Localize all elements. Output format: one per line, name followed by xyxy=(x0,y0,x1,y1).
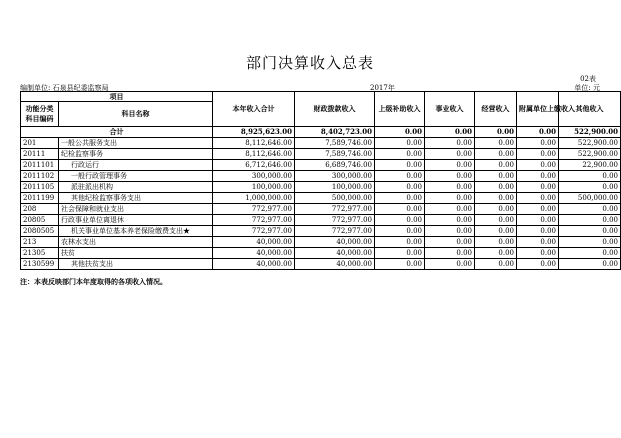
row-cell: 0.00 xyxy=(375,204,425,215)
page-title: 部门决算收入总表 xyxy=(245,54,374,72)
row-cell: 100,000.00 xyxy=(213,182,295,193)
total-label: 合计 xyxy=(21,127,213,138)
table-row xyxy=(21,248,621,259)
row-cell: 0.00 xyxy=(475,193,517,204)
row-cell: 772,977.00 xyxy=(213,215,295,226)
row-name: 社会保障和就业支出 xyxy=(59,204,213,215)
row-cell: 0.00 xyxy=(559,259,621,270)
header-col: 上级补助收入 xyxy=(375,92,425,127)
row-cell: 0.00 xyxy=(559,204,621,215)
total-row xyxy=(21,127,621,138)
row-cell: 500,000.00 xyxy=(295,193,375,204)
row-code: 2011101 xyxy=(21,160,59,171)
row-name: 行政事业单位离退休 xyxy=(59,215,213,226)
row-cell: 522,900.00 xyxy=(559,138,621,149)
row-name: 其他扶贫支出 xyxy=(59,259,213,270)
table-row xyxy=(21,204,621,215)
row-cell: 0.00 xyxy=(559,248,621,259)
row-code: 21305 xyxy=(21,248,59,259)
row-cell: 0.00 xyxy=(425,248,475,259)
row-code: 213 xyxy=(21,237,59,248)
row-cell: 0.00 xyxy=(517,193,559,204)
row-cell: 500,000.00 xyxy=(559,193,621,204)
table-row xyxy=(21,160,621,171)
org-label: 编制单位: 石泉县纪委监察局 xyxy=(20,84,109,92)
row-cell: 0.00 xyxy=(425,160,475,171)
row-cell: 22,900.00 xyxy=(559,160,621,171)
row-cell: 0.00 xyxy=(425,226,475,237)
row-name: 行政运行 xyxy=(59,160,213,171)
row-cell: 0.00 xyxy=(425,204,475,215)
row-cell: 1,000,000.00 xyxy=(213,193,295,204)
row-cell: 0.00 xyxy=(517,149,559,160)
row-cell: 0.00 xyxy=(375,193,425,204)
row-cell: 40,000.00 xyxy=(295,237,375,248)
row-cell: 40,000.00 xyxy=(213,237,295,248)
row-cell: 40,000.00 xyxy=(295,248,375,259)
row-cell: 300,000.00 xyxy=(295,171,375,182)
row-cell: 0.00 xyxy=(425,259,475,270)
row-cell: 0.00 xyxy=(517,204,559,215)
row-cell: 0.00 xyxy=(517,138,559,149)
row-cell: 40,000.00 xyxy=(295,259,375,270)
row-name: 扶贫 xyxy=(59,248,213,259)
unit-label: 单位: 元 xyxy=(574,84,600,92)
row-cell: 772,977.00 xyxy=(295,226,375,237)
row-cell: 40,000.00 xyxy=(213,259,295,270)
row-cell: 0.00 xyxy=(425,171,475,182)
table-row xyxy=(21,171,621,182)
row-cell: 0.00 xyxy=(375,138,425,149)
row-name: 派驻派出机构 xyxy=(59,182,213,193)
header-col: 本年收入合计 xyxy=(213,92,295,127)
table-row xyxy=(21,237,621,248)
row-cell: 0.00 xyxy=(517,248,559,259)
row-cell: 0.00 xyxy=(559,215,621,226)
row-cell: 772,977.00 xyxy=(295,204,375,215)
row-cell: 0.00 xyxy=(559,171,621,182)
total-cell: 0.00 xyxy=(425,127,475,138)
row-cell: 100,000.00 xyxy=(295,182,375,193)
row-name: 一般公共服务支出 xyxy=(59,138,213,149)
row-cell: 7,589,746.00 xyxy=(295,149,375,160)
table-row xyxy=(21,259,621,270)
table-row xyxy=(21,149,621,160)
row-cell: 0.00 xyxy=(425,138,475,149)
row-cell: 0.00 xyxy=(475,248,517,259)
row-cell: 0.00 xyxy=(425,215,475,226)
row-cell: 0.00 xyxy=(517,171,559,182)
row-cell: 0.00 xyxy=(375,259,425,270)
table-row xyxy=(21,182,621,193)
row-cell: 772,977.00 xyxy=(213,226,295,237)
row-cell: 772,977.00 xyxy=(213,204,295,215)
row-code: 2080505 xyxy=(21,226,59,237)
table-row xyxy=(21,138,621,149)
header-col: 附属单位上缴收入 xyxy=(517,92,559,127)
row-cell: 0.00 xyxy=(517,182,559,193)
row-cell: 0.00 xyxy=(375,171,425,182)
row-cell: 0.00 xyxy=(425,193,475,204)
header-col: 其他收入 xyxy=(559,92,621,127)
income-table xyxy=(20,91,621,270)
row-cell: 0.00 xyxy=(375,248,425,259)
row-cell: 0.00 xyxy=(425,237,475,248)
header-col: 事业收入 xyxy=(425,92,475,127)
header-item: 项目 xyxy=(21,92,213,102)
row-cell: 522,900.00 xyxy=(559,149,621,160)
row-cell: 0.00 xyxy=(425,182,475,193)
row-cell: 0.00 xyxy=(559,237,621,248)
row-cell: 0.00 xyxy=(517,237,559,248)
row-cell: 0.00 xyxy=(559,182,621,193)
row-code: 20805 xyxy=(21,215,59,226)
row-name: 纪检监察事务 xyxy=(59,149,213,160)
row-cell: 0.00 xyxy=(375,237,425,248)
total-cell: 8,925,623.00 xyxy=(213,127,295,138)
form-number: 02表 xyxy=(580,75,596,83)
row-name: 农林水支出 xyxy=(59,237,213,248)
row-cell: 0.00 xyxy=(375,160,425,171)
row-cell: 6,689,746.00 xyxy=(295,160,375,171)
row-name: 机关事业单位基本养老保险缴费支出★ xyxy=(59,226,213,237)
row-cell: 0.00 xyxy=(517,226,559,237)
row-code: 2011105 xyxy=(21,182,59,193)
header-col: 经营收入 xyxy=(475,92,517,127)
total-cell: 0.00 xyxy=(517,127,559,138)
row-cell: 0.00 xyxy=(517,215,559,226)
row-name: 一般行政管理事务 xyxy=(59,171,213,182)
row-cell: 0.00 xyxy=(375,226,425,237)
row-cell: 0.00 xyxy=(475,171,517,182)
row-cell: 300,000.00 xyxy=(213,171,295,182)
total-cell: 8,402,723.00 xyxy=(295,127,375,138)
row-cell: 0.00 xyxy=(559,226,621,237)
row-cell: 0.00 xyxy=(475,149,517,160)
row-cell: 0.00 xyxy=(425,149,475,160)
table-row xyxy=(21,215,621,226)
row-cell: 40,000.00 xyxy=(213,248,295,259)
row-cell: 0.00 xyxy=(475,259,517,270)
row-cell: 0.00 xyxy=(475,182,517,193)
row-cell: 0.00 xyxy=(475,160,517,171)
row-code: 208 xyxy=(21,204,59,215)
year-label: 2017年 xyxy=(370,84,395,92)
total-cell: 0.00 xyxy=(375,127,425,138)
row-cell: 0.00 xyxy=(375,215,425,226)
row-cell: 8,112,646.00 xyxy=(213,138,295,149)
row-name: 其他纪检监察事务支出 xyxy=(59,193,213,204)
row-cell: 0.00 xyxy=(517,160,559,171)
row-cell: 0.00 xyxy=(517,259,559,270)
row-cell: 772,977.00 xyxy=(295,215,375,226)
row-cell: 0.00 xyxy=(475,237,517,248)
row-code: 201 xyxy=(21,138,59,149)
row-code: 2130599 xyxy=(21,259,59,270)
header-col: 财政拨款收入 xyxy=(295,92,375,127)
row-cell: 0.00 xyxy=(475,215,517,226)
row-cell: 0.00 xyxy=(375,182,425,193)
row-cell: 8,112,646.00 xyxy=(213,149,295,160)
total-cell: 522,900.00 xyxy=(559,127,621,138)
row-code: 2011199 xyxy=(21,193,59,204)
row-code: 2011102 xyxy=(21,171,59,182)
row-cell: 0.00 xyxy=(475,204,517,215)
table-row xyxy=(21,193,621,204)
table-row xyxy=(21,226,621,237)
row-cell: 0.00 xyxy=(475,226,517,237)
row-cell: 6,712,646.00 xyxy=(213,160,295,171)
row-cell: 0.00 xyxy=(475,138,517,149)
total-cell: 0.00 xyxy=(475,127,517,138)
table-note: 注：本表反映部门本年度取得的各项收入情况。 xyxy=(20,277,167,286)
header-name: 科目名称 xyxy=(59,102,213,127)
row-code: 20111 xyxy=(21,149,59,160)
row-cell: 0.00 xyxy=(375,149,425,160)
header-code: 功能分类科目编码 xyxy=(21,102,59,127)
row-cell: 7,589,746.00 xyxy=(295,138,375,149)
